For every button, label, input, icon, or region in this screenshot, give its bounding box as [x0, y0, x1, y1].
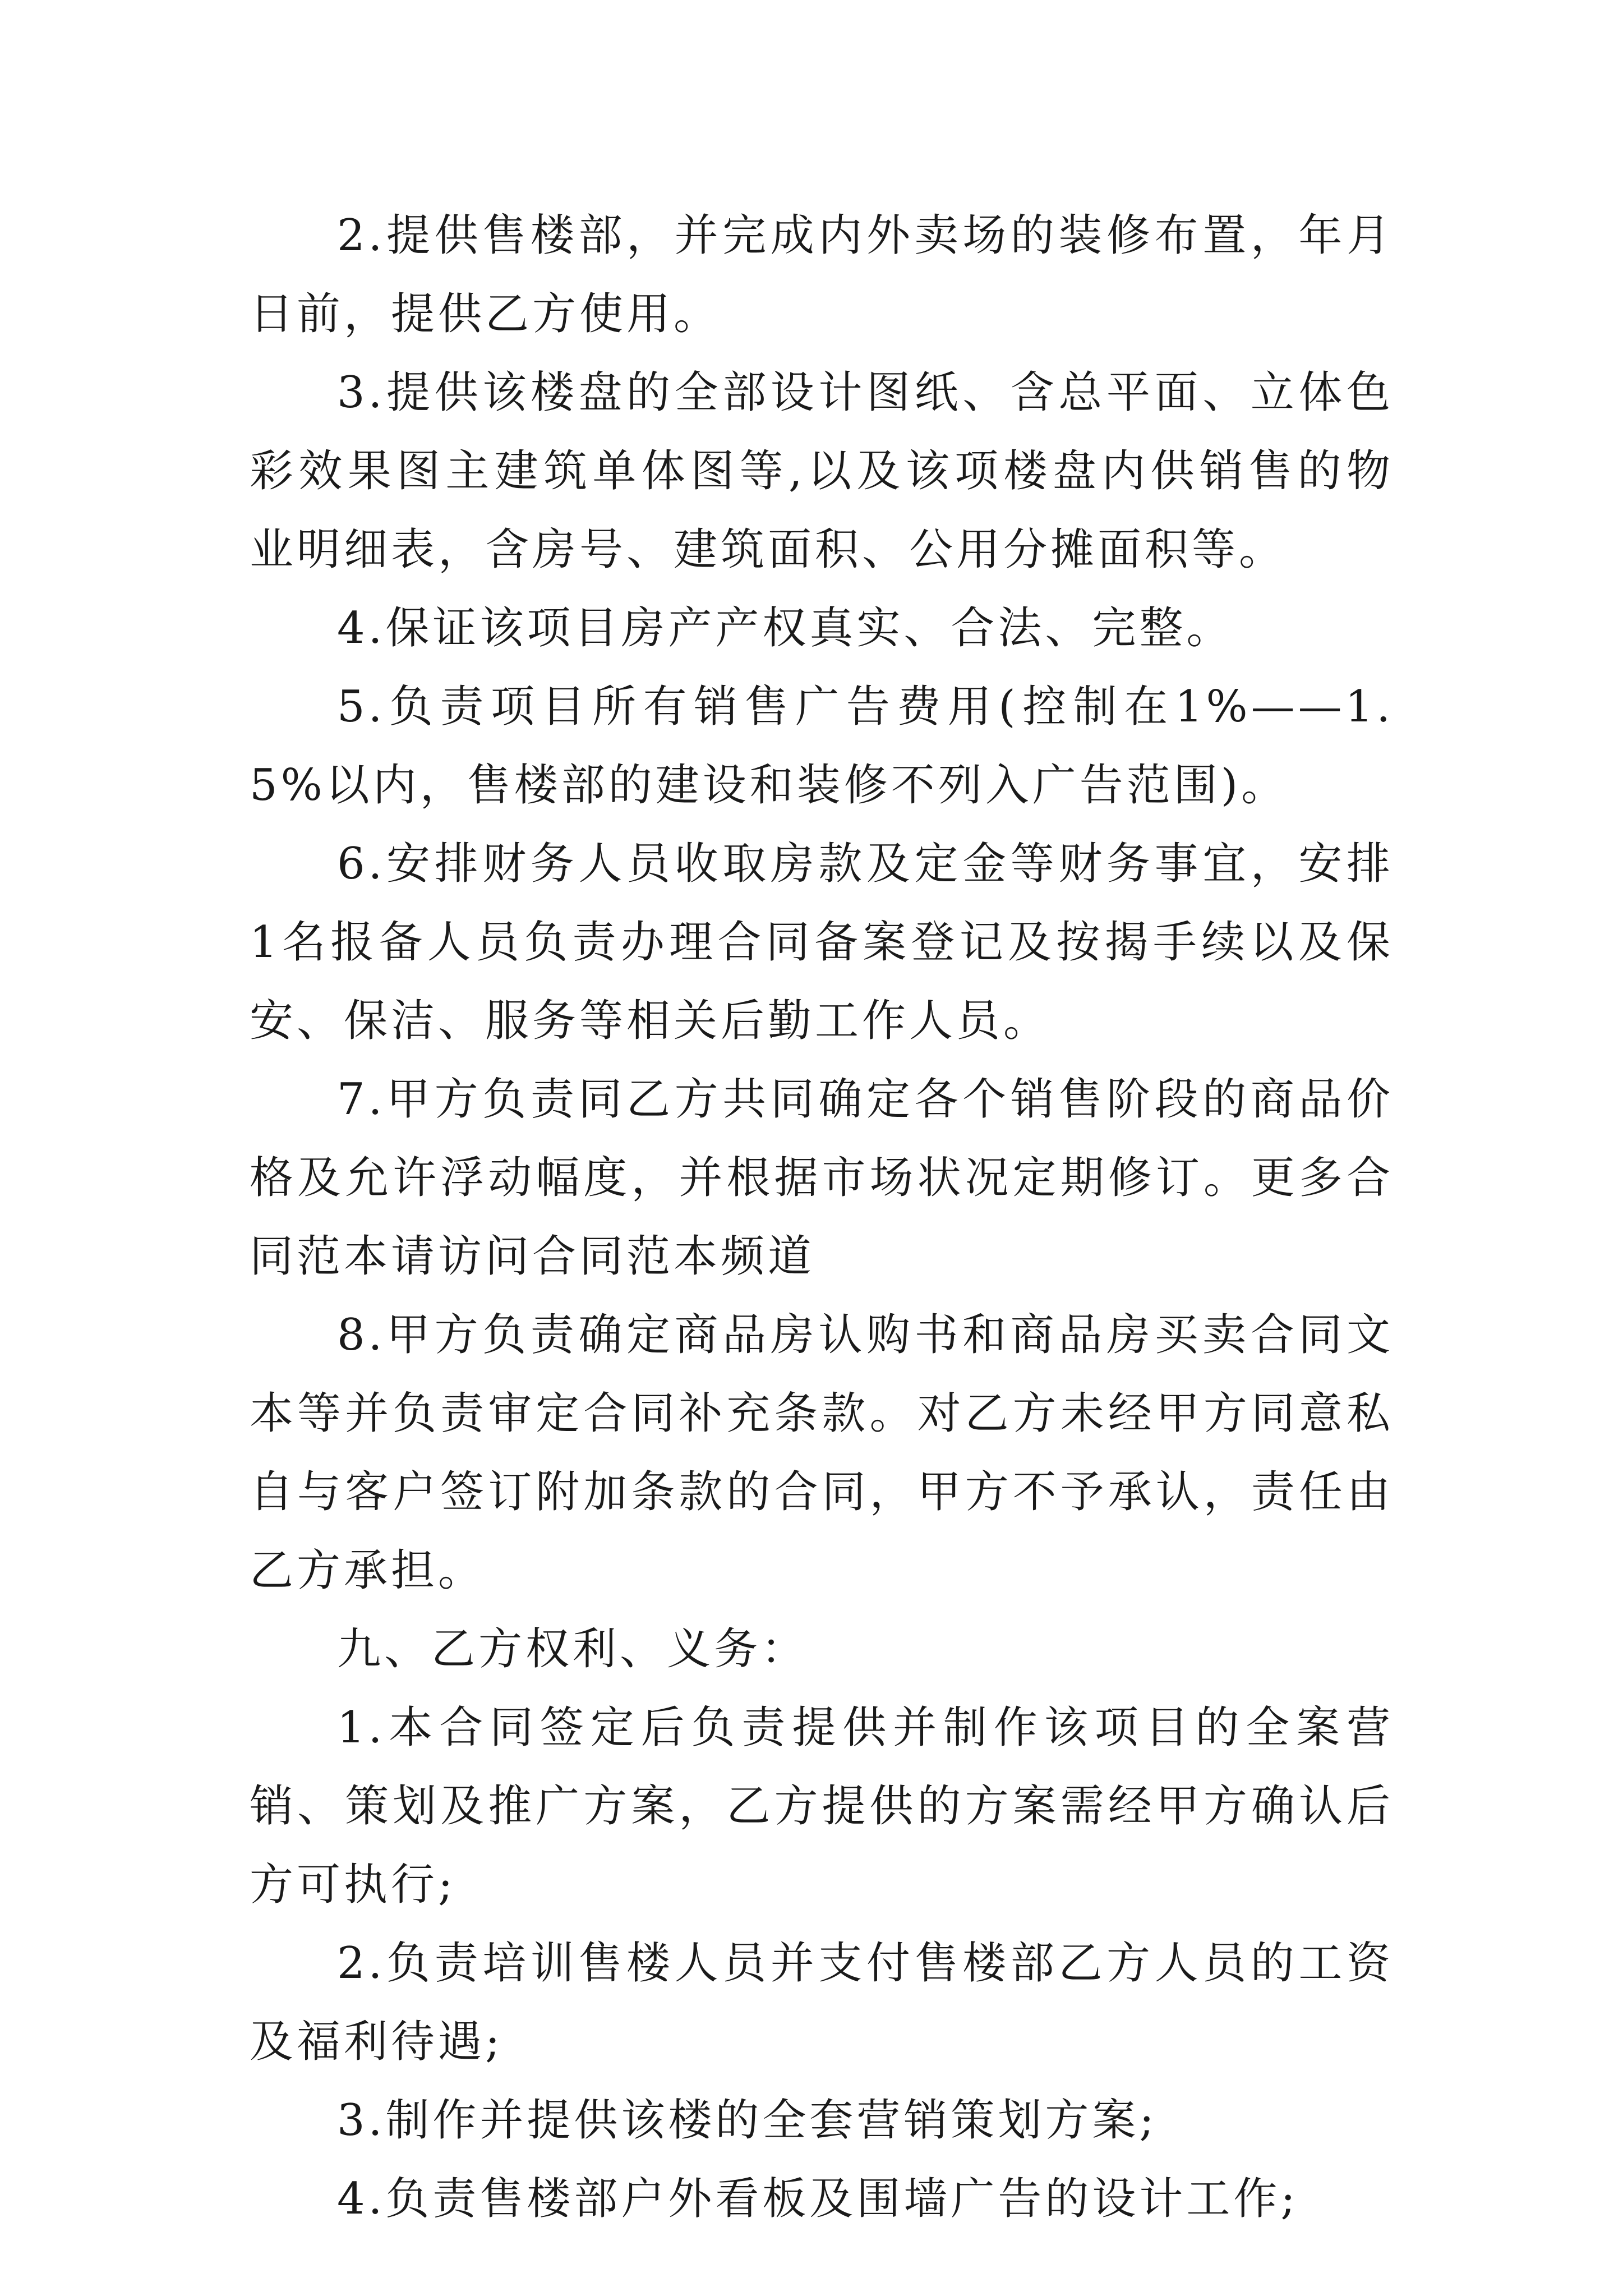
- paragraph-item-4: 4.保证该项目房产产权真实、合法、完整。: [337, 603, 1234, 654]
- paragraph-item-7: 7.甲方负责同乙方共同确定各个销售阶段的商品价格及允许浮动幅度，并根据市场状况定期修订。更多合同范本请访问合同范本频道: [250, 1074, 1394, 1282]
- paragraph-item-3: 3.提供该楼盘的全部设计图纸、含总平面、立体色彩效果图主建筑单体图等,以及该项楼盘内供销售的物业明细表，含房号、建筑面积、公用分摊面积等。: [250, 367, 1394, 575]
- paragraph-item-8: 8.甲方负责确定商品房认购书和商品房买卖合同文本等并负责审定合同补充条款。对乙方未经甲方同意私自与客户签订附加条款的合同，甲方不予承认，责任由乙方承担。: [250, 1310, 1394, 1596]
- section-heading-party-b-rights: 九、乙方权利、义务：: [337, 1624, 809, 1674]
- obligation-item-2: 2.负责培训售楼人员并支付售楼部乙方人员的工资及福利待遇;: [250, 1938, 1394, 2067]
- obligation-item-3: 3.制作并提供该楼的全套营销策划方案;: [337, 2095, 1158, 2146]
- document-body: [250, 196, 1394, 2238]
- obligation-item-4: 4.负责售楼部户外看板及围墙广告的设计工作;: [337, 2174, 1299, 2224]
- obligation-item-1: 1.本合同签定后负责提供并制作该项目的全案营销、策划及推广方案，乙方提供的方案需经甲方确认后方可执行;: [250, 1703, 1394, 1910]
- paragraph-item-5: 5.负责项目所有销售广告费用(控制在1%——1.5%以内，售楼部的建设和装修不列入广告范围)。: [250, 682, 1394, 811]
- paragraph-item-6: 6.安排财务人员收取房款及定金等财务事宜，安排1名报备人员负责办理合同备案登记及按揭手续以及保安、保洁、服务等相关后勤工作人员。: [250, 839, 1394, 1046]
- paragraph-item-2: 2.提供售楼部，并完成内外卖场的装修布置，年月日前，提供乙方使用。: [250, 210, 1394, 339]
